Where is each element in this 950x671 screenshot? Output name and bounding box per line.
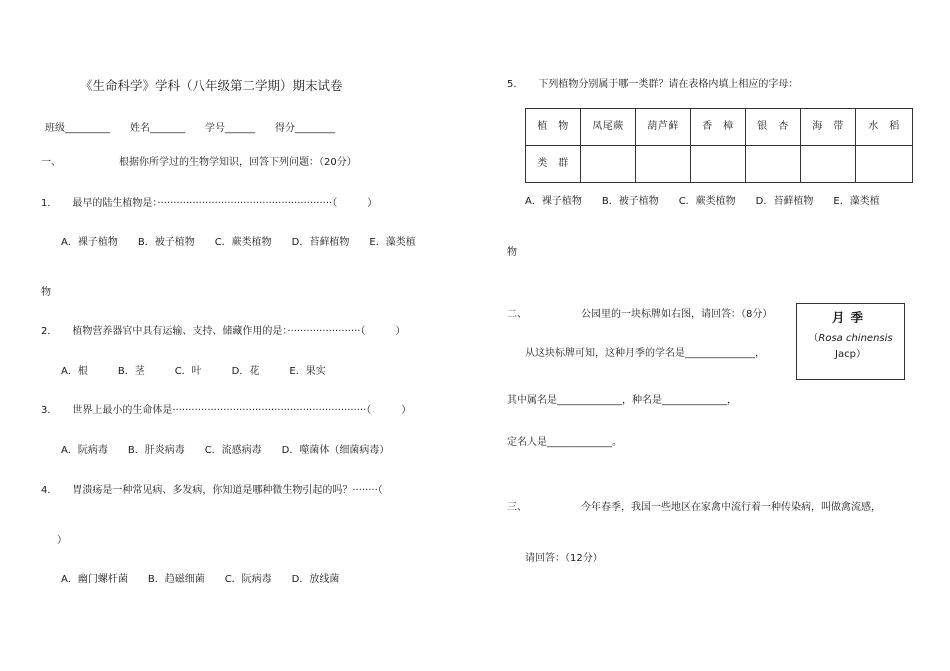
answer-cell[interactable] — [746, 146, 801, 183]
student-info-line: 班级_________ 姓名_______ 学号______ 得分________ — [45, 123, 335, 134]
table-cell: 类 群 — [526, 146, 581, 183]
section2-line3: 定名人是_____________。 — [507, 437, 622, 448]
plant-sign — [796, 303, 905, 380]
section2-number: 二、 — [507, 309, 527, 320]
q4-stem: 4． 胃溃疡是一种常见病、多发病，你知道是哪种微生物引起的吗？········（ — [41, 485, 383, 496]
section1-number: 一、 — [41, 157, 61, 168]
section3-prompt: 今年春季，我国一些地区在家禽中流行着一种传染病，叫做禽流感， — [581, 502, 881, 513]
q2-options: A．根 B．茎 C．叶 D．花 E．果实 — [61, 366, 326, 377]
table-cell: 葫芦藓 — [636, 109, 691, 146]
q4-options: A．幽门螺杆菌 B．趋磁细菌 C．阮病毒 D．放线菌 — [61, 574, 340, 585]
answer-cell[interactable] — [581, 146, 636, 183]
answer-cell[interactable] — [801, 146, 856, 183]
sign-paren: （ — [808, 333, 819, 344]
table-cell: 水 稻 — [856, 109, 913, 146]
sign-scientific-name — [797, 333, 904, 345]
section2-line1: 从这块标牌可知，这种月季的学名是______________， — [525, 348, 765, 359]
answer-cell[interactable] — [636, 146, 691, 183]
q3-options: A．阮病毒 B．肝炎病毒 C．流感病毒 D．噬菌体（细菌病毒） — [61, 445, 390, 456]
q3-stem: 3． 世界上最小的生命体是·····························································（ ） — [41, 405, 412, 416]
sign-genus: Rosa — [818, 333, 843, 344]
section3-number: 三、 — [507, 502, 527, 513]
section3-line2: 请回答：（12分） — [525, 553, 603, 564]
table-cell: 银 杏 — [746, 109, 801, 146]
q1-options-wrap: 物 — [41, 287, 51, 298]
table-cell: 植 物 — [526, 109, 581, 146]
table-cell: 海 带 — [801, 109, 856, 146]
sign-author: Jacp） — [835, 349, 866, 360]
answer-cell[interactable] — [856, 146, 913, 183]
answer-cell[interactable] — [691, 146, 746, 183]
table-row — [526, 146, 913, 183]
table-cell: 凤尾蕨 — [581, 109, 636, 146]
q5-options: A．裸子植物 B．被子植物 C．蕨类植物 D．苔藓植物 E．藻类植 — [525, 196, 880, 207]
q5-options-wrap: 物 — [507, 247, 517, 258]
sign-species: chinensis — [845, 333, 893, 344]
page-title: 《生命科学》学科（八年级第二学期）期末试卷 — [80, 78, 343, 93]
q1-options: A．裸子植物 B．被子植物 C．蕨类植物 D．苔藓植物 E．藻类植 — [61, 237, 416, 248]
classification-table — [525, 108, 913, 183]
q5-stem: 5． 下列植物分别属于哪一类群？请在表格内填上相应的字母： — [507, 79, 799, 90]
section1-prompt: 根据你所学过的生物学知识，回答下列问题：（20分） — [119, 157, 357, 168]
q4-stem-wrap: ） — [57, 535, 67, 546]
table-row — [526, 109, 913, 146]
sign-common-name: 月季 — [831, 310, 869, 325]
q2-stem: 2． 植物营养器官中具有运输、支持、储藏作用的是：·······················（ ） — [41, 326, 406, 337]
table-cell: 香 樟 — [691, 109, 746, 146]
section2-prompt: 公园里的一块标牌如右图，请回答：（8分） — [581, 309, 773, 320]
q1-stem: 1． 最早的陆生植物是：·······················································（ ） — [41, 198, 378, 209]
section2-line2: 其中属名是_____________，种名是_____________， — [507, 395, 737, 406]
